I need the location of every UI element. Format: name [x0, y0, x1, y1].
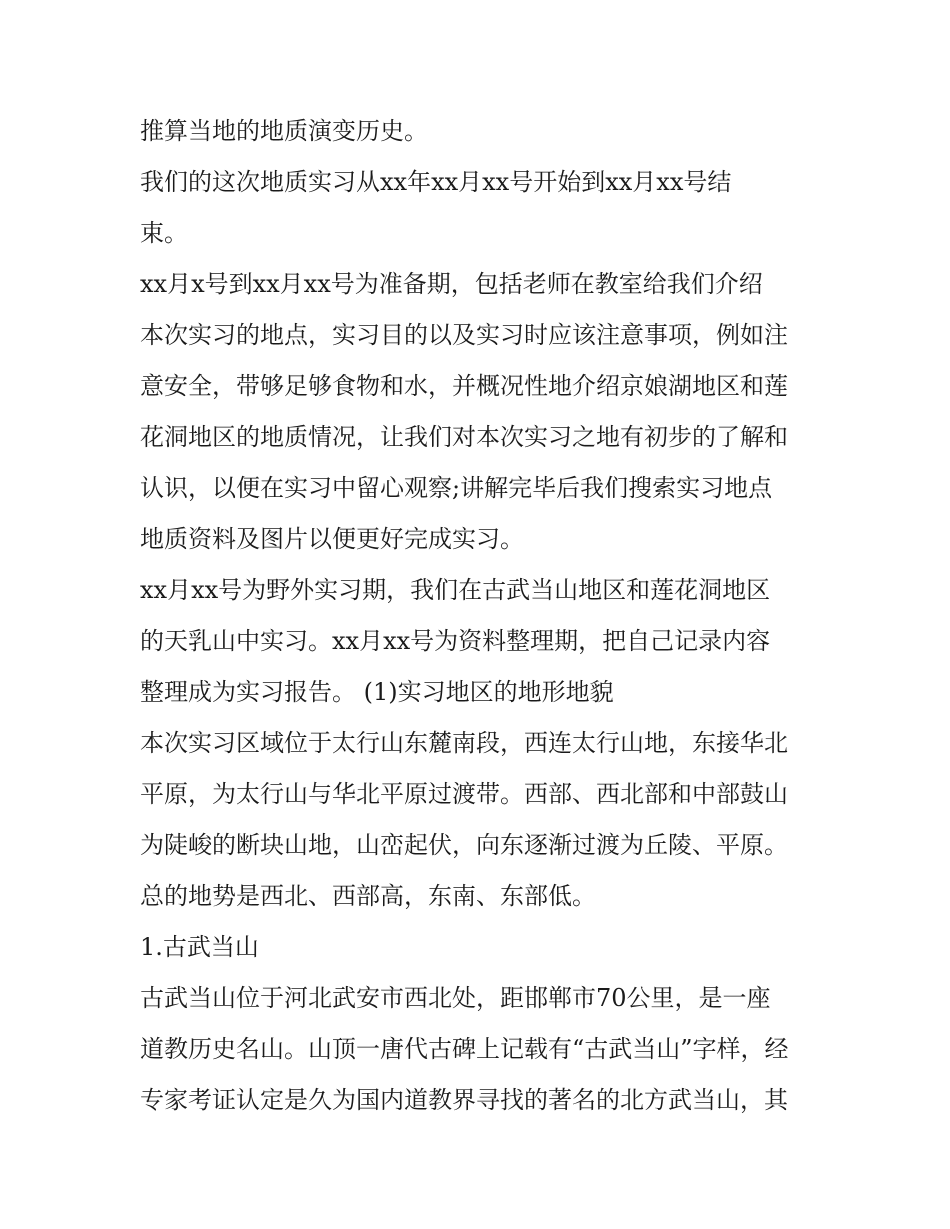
text-line: 本次实习区域位于太行山东麓南段，西连太行山地，东接华北: [140, 729, 788, 757]
text-line: 古武当山位于河北武安市西北处，距邯郸市70公里，是一座: [140, 984, 771, 1012]
document-body: [140, 106, 830, 1126]
text-line: 的天乳山中实习。xx月xx号为资料整理期，把自己记录内容: [140, 627, 771, 655]
text-line: 为陡峻的断块山地，山峦起伏，向东逐渐过渡为丘陵、平原。: [140, 831, 788, 859]
text-line: 整理成为实习报告。 (1)实习地区的地形地貌: [140, 678, 614, 706]
text-line: 本次实习的地点，实习目的以及实习时应该注意事项，例如注: [140, 321, 788, 349]
text-line: 我们的这次地质实习从xx年xx月xx号开始到xx月xx号结: [140, 168, 732, 196]
text-line: 认识，以便在实习中留心观察;讲解完毕后我们搜索实习地点: [140, 474, 773, 502]
text-line: 推算当地的地质演变历史。: [140, 117, 428, 145]
text-line: xx月xx号为野外实习期，我们在古武当山地区和莲花洞地区: [140, 576, 771, 604]
text-line: 专家考证认定是久为国内道教界寻找的著名的北方武当山，其: [140, 1086, 788, 1114]
text-line: 意安全，带够足够食物和水，并概况性地介绍京娘湖地区和莲: [140, 372, 788, 400]
section-heading: 1.古武当山: [140, 933, 259, 961]
text-line: 道教历史名山。山顶一唐代古碑上记载有“古武当山”字样，经: [140, 1035, 789, 1063]
text-line: 花洞地区的地质情况，让我们对本次实习之地有初步的了解和: [140, 423, 788, 451]
text-line: 总的地势是西北、西部高，东南、东部低。: [140, 882, 596, 910]
text-line: 平原，为太行山与华北平原过渡带。西部、西北部和中部鼓山: [140, 780, 788, 808]
text-line: xx月x号到xx月xx号为准备期，包括老师在教室给我们介绍: [140, 270, 763, 298]
text-line: 束。: [140, 219, 188, 247]
text-line: 地质资料及图片以便更好完成实习。: [140, 525, 524, 553]
